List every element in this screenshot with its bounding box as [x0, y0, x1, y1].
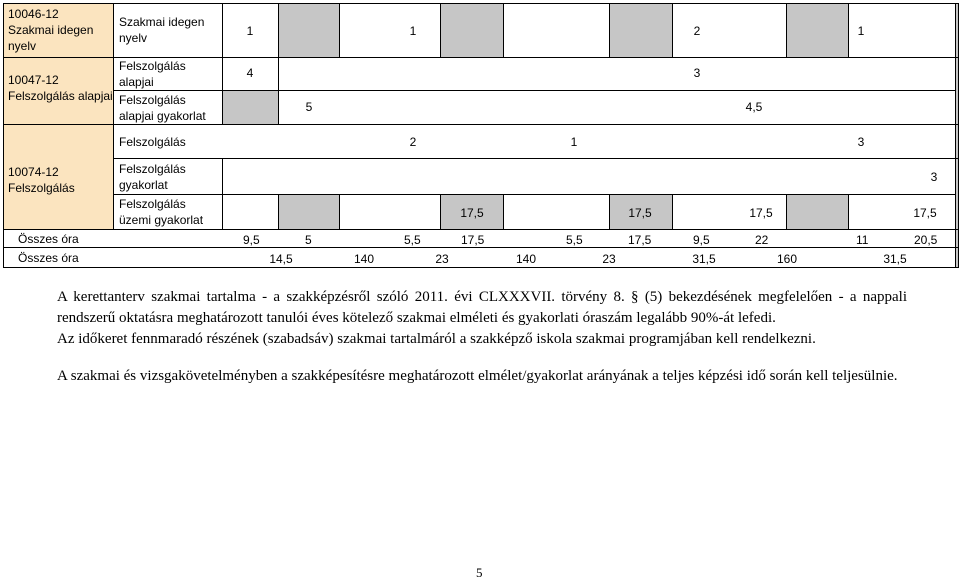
- total-value: 140: [353, 252, 375, 266]
- subject-cell: [113, 57, 223, 91]
- hour-value: 17,5: [913, 206, 937, 220]
- subject-label: Felszolgálás alapjai: [119, 59, 186, 89]
- hour-value: 2: [409, 135, 417, 149]
- hour-value: 3: [693, 66, 701, 80]
- gray-cell: [609, 3, 673, 58]
- hour-value: 17,5: [460, 206, 484, 220]
- gray-cell: [278, 3, 340, 58]
- gray-cell: [955, 158, 959, 230]
- subject-label: Felszolgálás alapjai gyakorlat: [119, 93, 206, 123]
- total-value: 31,5: [883, 252, 907, 266]
- gray-cell: [955, 57, 959, 125]
- total-value: 11: [856, 233, 869, 247]
- module-label: 10046-12 Szakmai idegen nyelv: [8, 7, 94, 53]
- subject-cell: [113, 3, 223, 58]
- gray-cell: [955, 247, 959, 268]
- total-value: 31,5: [692, 252, 716, 266]
- total-row: [3, 247, 956, 268]
- total-value: 5: [305, 233, 312, 247]
- subject-row: [113, 124, 956, 159]
- gray-cell: [786, 3, 849, 58]
- total-value: 22: [755, 233, 769, 247]
- total-value: 17,5: [628, 233, 652, 247]
- hour-value: 3: [857, 135, 865, 149]
- paragraph-free-time-frame: Az időkeret fennmaradó részének (szabadsáv) szakmai tartalmáról a szakképző iskola szakmai programjában kell rendelkezni.: [57, 331, 816, 347]
- gray-cell: [955, 3, 959, 58]
- gray-cell: [786, 194, 849, 230]
- value-cell: [278, 57, 956, 91]
- total-value: 23: [435, 252, 449, 266]
- hour-value: 1: [409, 24, 417, 38]
- hour-value: 1: [857, 24, 865, 38]
- page-number: 5: [476, 565, 483, 580]
- gray-cell: [955, 124, 959, 159]
- subject-label: Felszolgálás üzemi gyakorlat: [119, 197, 204, 227]
- module-cell-10074-12: [3, 124, 114, 230]
- subject-cell: [113, 194, 223, 230]
- value-cell: [222, 194, 279, 230]
- paragraph-curriculum-coverage: A kerettanterv szakmai tartalma - a szakképzésről szóló 2011. évi CLXXXVII. törvény 8. § (5) bekezdésének megfelelően - a nappali rendszerű oktatásra meghatározott tanulói éves kötelező szakmai elméleti és gyakorlati óraszám legalább 90%-át lefedi.: [57, 289, 907, 326]
- hour-value: 1: [246, 24, 254, 38]
- total-value: 9,5: [693, 233, 710, 247]
- hour-value: 1: [570, 135, 578, 149]
- hour-value: 2: [693, 24, 701, 38]
- subject-label: Felszolgálás: [119, 135, 186, 149]
- total-value: 14,5: [269, 252, 293, 266]
- gray-cell: [222, 90, 279, 125]
- subject-cell: [113, 158, 223, 195]
- gray-cell: [278, 194, 340, 230]
- hour-value: 3: [930, 170, 938, 184]
- value-cell: [848, 194, 956, 230]
- total-value: 20,5: [914, 233, 938, 247]
- subject-label: Felszolgálás gyakorlat: [119, 162, 186, 192]
- value-cell: [503, 194, 610, 230]
- total-value: 5,5: [566, 233, 583, 247]
- total-value: 9,5: [243, 233, 260, 247]
- value-cell: [672, 3, 787, 58]
- total-label: Összes óra: [18, 232, 79, 246]
- hour-value: 4,5: [745, 100, 763, 114]
- value-cell: [278, 90, 956, 125]
- total-value: 140: [515, 252, 537, 266]
- subject-cell: [113, 90, 223, 125]
- total-value: 23: [602, 252, 616, 266]
- value-cell: [222, 158, 956, 195]
- value-cell: [339, 3, 441, 58]
- total-value: 17,5: [461, 233, 485, 247]
- hour-value: 4: [246, 66, 254, 80]
- gray-cell: [440, 3, 504, 58]
- subject-label: Szakmai idegen nyelv: [119, 15, 205, 45]
- value-cell: [339, 194, 441, 230]
- paragraph-theory-practice-ratio: A szakmai és vizsgakövetelményben a szakképesítésre meghatározott elmélet/gyakorlat arányának a teljes képzési idő során kell teljesülnie.: [57, 368, 898, 384]
- module-label: 10047-12 Felszolgálás alapjai: [8, 73, 113, 103]
- gray-cell: [955, 229, 959, 248]
- total-value: 5,5: [404, 233, 421, 247]
- module-cell-10046-12: [3, 3, 114, 58]
- value-cell: [503, 3, 610, 58]
- module-cell-10047-12: [3, 57, 114, 125]
- hour-value: 17,5: [628, 206, 652, 220]
- hour-value: 17,5: [749, 206, 773, 220]
- module-label: 10074-12 Felszolgálás: [8, 165, 75, 195]
- total-value: 160: [776, 252, 798, 266]
- hour-value: 5: [305, 100, 313, 114]
- total-label: Összes óra: [18, 251, 79, 265]
